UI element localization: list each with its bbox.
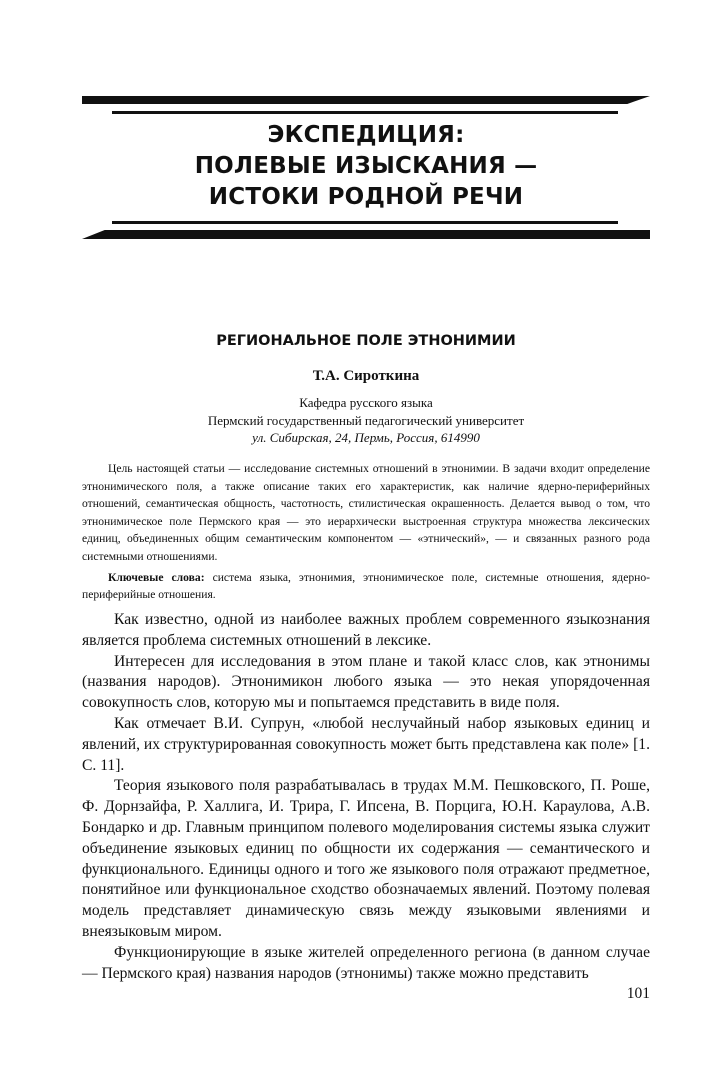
header-rule-bottom-thick [82,230,650,239]
body-paragraph: Теория языкового поля разрабатывалась в трудах М.М. Пешковского, П. Роше, Ф. Дорнзайфа, Р. Халлига, И. Трира, Г. Ипсена, В. Порцига, Ю.Н. Караулова, А.В. Бондарко и др. Главным принципом полевого моделирования системы языка служит объединение языковых единиц по общности их содержания — семантического и функционального. Единицы одного и того же языкового поля отражают предметное, понятийное или функциональное сходство обозначаемых явлений. Поэтому полевая модель представляет динамическую связь между языковыми явлениями и внеязыковым миром. [82,777,650,940]
abstract [82,460,650,604]
article-body [82,610,650,984]
author-name: Т.А. Сироткина [312,368,420,384]
body-paragraph: Интересен для исследования в этом плане и такой класс слов, как этнонимы (названия народов). Этнонимикон любого языка — это некая упорядоченная совокупность слов, которую мы и попытаемся представить в виде поля. [82,652,650,712]
header-rule-top-thick [82,96,650,104]
section-heading-line-2: ПОЛЕВЫЕ ИЗЫСКАНИЯ — [194,153,538,179]
affiliation-address: ул. Сибирская, 24, Пермь, Россия, 614990 [252,430,480,445]
keywords-text: система языка, этнонимия, этнонимическое поле, системные отношения, ядерно-периферийные отношения. [82,570,650,602]
affiliation-department: Кафедра русского языка [299,395,433,410]
author-affiliation [82,394,650,447]
header-rule-bottom-thin [112,221,618,224]
keywords [82,569,650,604]
abstract-text: Цель настоящей статьи — исследование системных отношений в этнонимии. В задачи входит определение этнонимического поля, а также описание таких его характеристик, как наличие ядерно-периферийных отношений, семантическая общность, частотность, стилистическая окрашенность. Делается вывод о том, что этнонимическое поле Пермского края — это иерархически выстроенная структура множества лексических единиц, объединенных общим семантическим компонентом — «этнический», — и связанных разного рода системными отношениями. [82,462,650,563]
body-paragraph: Как отмечает В.И. Супрун, «любой неслучайный набор языковых единиц и явлений, их структурированная совокупность может быть представлена как поле» [1. С. 11]. [82,714,650,774]
section-heading-line-1: ЭКСПЕДИЦИЯ: [267,122,465,148]
article-title: РЕГИОНАЛЬНОЕ ПОЛЕ ЭТНОНИМИИ [216,333,516,349]
header-rule-top-thin [112,111,618,114]
page-number: 101 [626,985,650,1002]
section-heading-line-3: ИСТОКИ РОДНОЙ РЕЧИ [208,184,524,210]
affiliation-university: Пермский государственный педагогический университет [207,412,525,428]
body-paragraph: Функционирующие в языке жителей определенного региона (в данном случае — Пермского края) названия народов (этнонимы) также можно представить [82,943,650,982]
section-heading [82,120,650,213]
keywords-label: Ключевые слова: [108,570,205,584]
body-paragraph: Как известно, одной из наиболее важных проблем современного языкознания является проблема системных отношений в лексике. [82,611,650,649]
